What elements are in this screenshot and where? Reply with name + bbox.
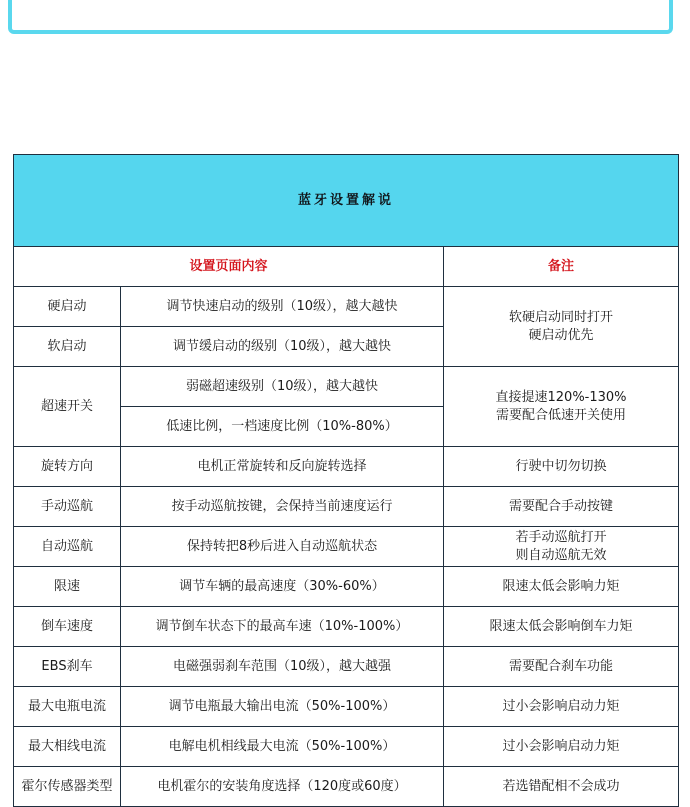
table-row (14, 447, 679, 487)
setting-desc: 保持转把8秒后进入自动巡航状态 (121, 527, 444, 567)
setting-name: EBS刹车 (14, 647, 121, 687)
setting-note: 若手动巡航打开 则自动巡航无效 (444, 527, 679, 567)
setting-note: 限速太低会影响力矩 (444, 567, 679, 607)
table-title: 蓝牙设置解说 (14, 155, 679, 247)
setting-name: 最大电瓶电流 (14, 687, 121, 727)
table-row (14, 367, 679, 407)
setting-note: 行驶中切勿切换 (444, 447, 679, 487)
setting-note: 需要配合刹车功能 (444, 647, 679, 687)
header-note: 备注 (444, 247, 679, 287)
setting-name: 手动巡航 (14, 487, 121, 527)
setting-name: 超速开关 (14, 367, 121, 447)
setting-note: 过小会影响启动力矩 (444, 727, 679, 767)
table-row (14, 567, 679, 607)
setting-note: 直接提速120%-130% 需要配合低速开关使用 (444, 367, 679, 447)
table-row (14, 487, 679, 527)
setting-desc: 电解电机相线最大电流（50%-100%） (121, 727, 444, 767)
setting-note: 过小会影响启动力矩 (444, 687, 679, 727)
table-row (14, 687, 679, 727)
bluetooth-settings-table (13, 154, 679, 807)
setting-desc: 调节车辆的最高速度（30%-60%） (121, 567, 444, 607)
setting-name: 霍尔传感器类型 (14, 767, 121, 807)
setting-note: 若选错配相不会成功 (444, 767, 679, 807)
setting-note: 需要配合手动按键 (444, 487, 679, 527)
setting-desc: 电机霍尔的安装角度选择（120度或60度） (121, 767, 444, 807)
setting-desc: 按手动巡航按键，会保持当前速度运行 (121, 487, 444, 527)
setting-name: 硬启动 (14, 287, 121, 327)
setting-desc: 调节倒车状态下的最高车速（10%-100%） (121, 607, 444, 647)
table-row (14, 287, 679, 327)
setting-desc: 弱磁超速级别（10级），越大越快 (121, 367, 444, 407)
table-row (14, 527, 679, 567)
setting-desc: 电磁强弱刹车范围（10级），越大越强 (121, 647, 444, 687)
table-row (14, 607, 679, 647)
setting-note: 软硬启动同时打开 硬启动优先 (444, 287, 679, 367)
setting-note: 限速太低会影响倒车力矩 (444, 607, 679, 647)
setting-desc: 调节电瓶最大输出电流（50%-100%） (121, 687, 444, 727)
setting-name: 自动巡航 (14, 527, 121, 567)
table-row (14, 647, 679, 687)
header-settings-content: 设置页面内容 (14, 247, 444, 287)
top-banner-box (8, 0, 673, 34)
setting-desc: 调节快速启动的级别（10级），越大越快 (121, 287, 444, 327)
setting-desc: 电机正常旋转和反向旋转选择 (121, 447, 444, 487)
setting-name: 倒车速度 (14, 607, 121, 647)
table-row (14, 767, 679, 807)
setting-name: 软启动 (14, 327, 121, 367)
setting-name: 限速 (14, 567, 121, 607)
setting-desc: 低速比例，一档速度比例（10%-80%） (121, 407, 444, 447)
setting-desc: 调节缓启动的级别（10级），越大越快 (121, 327, 444, 367)
setting-name: 最大相线电流 (14, 727, 121, 767)
setting-name: 旋转方向 (14, 447, 121, 487)
table-row (14, 727, 679, 767)
